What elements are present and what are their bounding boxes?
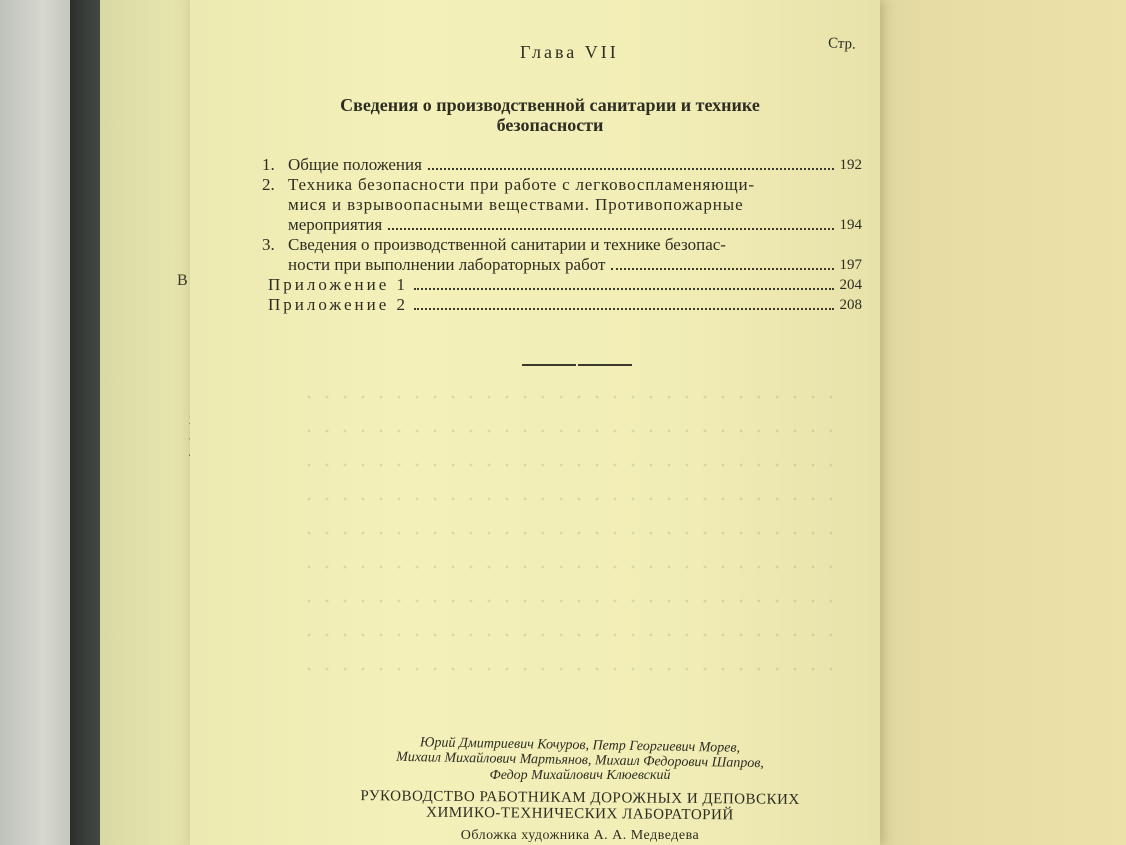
toc-item-title-line: Техника безопасности при работе с легковоспламеняющи- xyxy=(288,175,755,194)
authors-line: Юрий Дмитриевич Кочуров, Петр Георгиевич Морев, xyxy=(419,735,741,756)
leader-dots xyxy=(611,268,833,270)
page-column-label: Стр. xyxy=(827,35,857,53)
toc-appendix xyxy=(262,295,862,315)
toc-item-page: 197 xyxy=(839,257,862,273)
appendix-label: Приложение 1 xyxy=(268,275,408,294)
book-title-line: РУКОВОДСТВО РАБОТНИКАМ ДОРОЖНЫХ И ДЕПОВСКИХ xyxy=(360,788,800,808)
toc-item-title-line: мися и взрывоопасными веществами. Противопожарные xyxy=(288,195,744,214)
authors-line: Федор Михайлович Клюевский xyxy=(489,768,671,783)
toc-item-title-line: ности при выполнении лабораторных работ xyxy=(288,255,606,274)
toc-item-page: 192 xyxy=(839,157,862,173)
section-heading-line: безопасности xyxy=(496,115,604,135)
authors-line: Михаил Михайлович Мартьянов, Михаил Федорович Шапров, xyxy=(396,749,764,772)
toc-item-title-line: мероприятия xyxy=(288,215,383,234)
toc-item-continuation xyxy=(262,255,862,275)
toc-item xyxy=(262,235,862,255)
right-page xyxy=(860,0,1126,845)
book-title xyxy=(330,788,830,824)
toc-item-number: 2. xyxy=(262,175,275,194)
appendix-page: 204 xyxy=(839,277,862,293)
table-of-contents xyxy=(262,155,862,315)
leader-dots xyxy=(414,308,834,310)
toc-item-continuation xyxy=(262,195,862,235)
toc-item-page: 194 xyxy=(839,217,862,233)
show-through-text xyxy=(300,380,840,680)
appendix-page: 208 xyxy=(839,297,862,313)
toc-item-number: 1. xyxy=(262,155,275,174)
toc-item xyxy=(262,175,862,195)
under-mark: В xyxy=(177,272,188,289)
chapter-title: Глава VII xyxy=(520,42,619,62)
book-title-line: ХИМИКО-ТЕХНИЧЕСКИХ ЛАБОРАТОРИЙ xyxy=(426,804,734,824)
toc-item-title: Общие положения xyxy=(288,155,422,174)
toc-item xyxy=(262,155,862,175)
leader-dots xyxy=(388,228,833,230)
toc-item-title-line: Сведения о производственной санитарии и технике безопас- xyxy=(288,235,726,254)
leader-dots xyxy=(428,168,834,170)
leader-dots xyxy=(414,288,834,290)
authors-block xyxy=(330,735,830,783)
section-heading-line: Сведения о производственной санитарии и технике xyxy=(340,95,760,115)
toc-appendix xyxy=(262,275,862,295)
toc-item-number: 3. xyxy=(262,235,275,254)
appendix-label: Приложение 2 xyxy=(268,295,408,314)
section-heading xyxy=(300,95,800,135)
cover-credit: Обложка художника А. А. Медведева xyxy=(460,828,700,843)
background-left xyxy=(0,0,72,845)
section-divider xyxy=(522,364,632,366)
